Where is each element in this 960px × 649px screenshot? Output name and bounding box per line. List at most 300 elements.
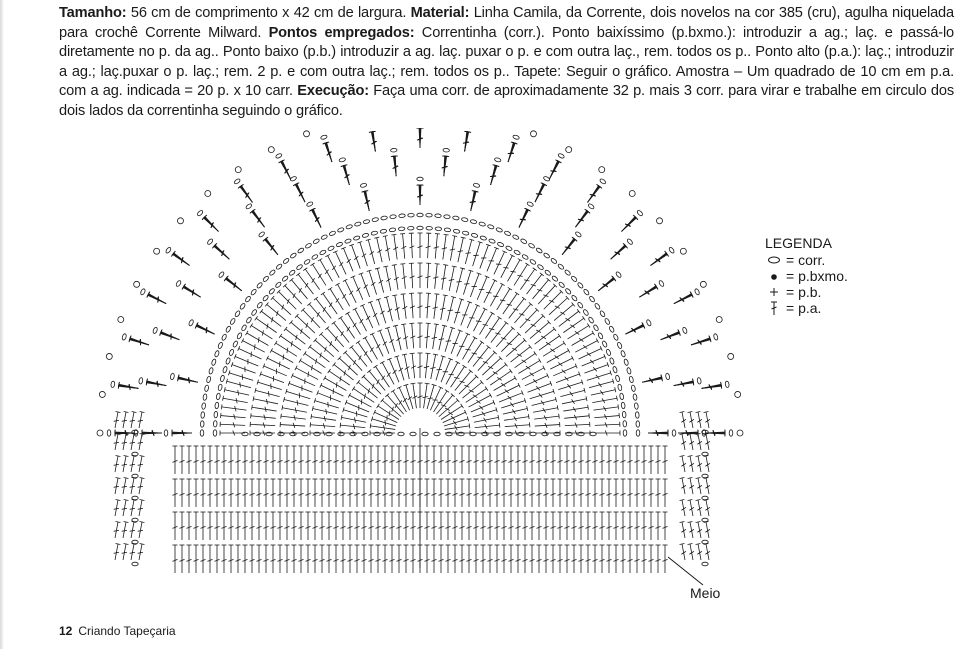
picot bbox=[700, 281, 706, 287]
tall-stitch bbox=[525, 316, 543, 333]
tall-stitch-bar bbox=[445, 408, 450, 410]
tall-stitch-bar bbox=[558, 362, 562, 366]
tall-stitch-bar bbox=[479, 406, 483, 410]
chain-oval bbox=[339, 157, 346, 162]
tall-stitch-bar bbox=[510, 271, 515, 272]
picot bbox=[134, 281, 140, 287]
tall-stitch-bar bbox=[189, 377, 190, 382]
chain-oval bbox=[557, 263, 564, 270]
tall-stitch bbox=[115, 412, 118, 428]
tall-stitch-bar bbox=[138, 508, 143, 509]
tall-stitch-top bbox=[402, 354, 407, 355]
tall-stitch bbox=[286, 391, 310, 398]
tall-stitch-top bbox=[356, 341, 360, 344]
tall-stitch bbox=[458, 238, 463, 262]
chain-oval bbox=[218, 384, 223, 391]
tall-stitch bbox=[363, 305, 373, 328]
picot bbox=[657, 218, 663, 224]
tall-stitch-top bbox=[696, 544, 701, 545]
tall-stitch-bar bbox=[114, 508, 119, 509]
tall-stitch bbox=[455, 371, 471, 390]
chain-oval bbox=[725, 381, 730, 388]
tall-stitch bbox=[594, 416, 619, 418]
chain-oval bbox=[697, 377, 702, 384]
tall-stitch-bar bbox=[466, 253, 471, 254]
tall-stitch bbox=[345, 352, 362, 370]
tall-stitch bbox=[674, 295, 692, 303]
tall-stitch-top bbox=[680, 522, 685, 523]
tall-stitch-top bbox=[140, 522, 145, 523]
chain-oval bbox=[621, 402, 625, 409]
tall-stitch bbox=[334, 364, 354, 380]
chain-oval bbox=[290, 252, 297, 259]
tall-stitch bbox=[445, 426, 470, 430]
chain-oval bbox=[353, 235, 360, 240]
tall-stitch bbox=[413, 384, 417, 409]
tall-stitch-bar bbox=[308, 372, 309, 377]
tall-stitch-bar bbox=[349, 291, 353, 295]
tall-stitch bbox=[451, 331, 460, 354]
picot bbox=[106, 353, 112, 359]
tall-stitch-bar bbox=[543, 295, 548, 297]
chain-oval bbox=[275, 281, 282, 288]
tall-stitch bbox=[611, 246, 626, 259]
tall-stitch-top bbox=[444, 234, 449, 235]
tall-stitch-top bbox=[592, 331, 595, 335]
chain-oval bbox=[521, 254, 528, 260]
chain-oval bbox=[208, 367, 213, 374]
tamanho-text: 56 cm de comprimento x 42 cm de largura. bbox=[126, 5, 411, 21]
chain-oval bbox=[488, 238, 495, 244]
tall-stitch bbox=[280, 425, 305, 427]
chain-oval bbox=[337, 227, 344, 233]
chain-oval bbox=[132, 562, 138, 566]
chain-oval bbox=[537, 264, 544, 271]
tall-stitch bbox=[123, 456, 126, 472]
tall-stitch-bar bbox=[508, 396, 512, 400]
chain-oval bbox=[215, 402, 219, 409]
chain-oval bbox=[297, 247, 304, 254]
tall-stitch-bar bbox=[428, 398, 433, 399]
tall-stitch-bar bbox=[505, 389, 509, 393]
tall-stitch bbox=[321, 334, 339, 352]
picot bbox=[599, 167, 605, 173]
chain-oval bbox=[702, 452, 708, 456]
tall-stitch-top bbox=[586, 396, 587, 401]
tall-stitch-top bbox=[373, 365, 377, 368]
tall-stitch bbox=[225, 390, 249, 395]
tall-stitch bbox=[535, 185, 545, 202]
cross-icon bbox=[765, 286, 783, 298]
tall-stitch bbox=[622, 218, 637, 231]
tall-stitch bbox=[370, 302, 379, 325]
chain-oval bbox=[380, 229, 387, 234]
tall-stitch bbox=[343, 248, 353, 271]
tall-stitch bbox=[130, 338, 149, 345]
tall-stitch-bar bbox=[335, 336, 337, 341]
tall-stitch bbox=[253, 399, 277, 404]
tall-stitch-top bbox=[332, 321, 336, 324]
tall-stitch-top bbox=[124, 412, 129, 413]
tall-stitch bbox=[115, 522, 118, 538]
chain-oval bbox=[371, 231, 378, 236]
tall-stitch-top bbox=[504, 321, 508, 324]
chain-oval bbox=[617, 342, 623, 349]
chain-oval bbox=[504, 230, 511, 236]
chain-oval bbox=[275, 153, 282, 159]
chain-oval bbox=[646, 319, 652, 326]
tall-stitch bbox=[466, 389, 487, 403]
tall-stitch-top bbox=[401, 324, 406, 325]
tall-stitch bbox=[123, 522, 126, 538]
tall-stitch bbox=[530, 391, 554, 398]
tall-stitch bbox=[310, 425, 335, 427]
tall-stitch bbox=[534, 416, 559, 419]
tall-stitch bbox=[139, 478, 142, 494]
tall-stitch-bar bbox=[130, 442, 135, 443]
chain-oval bbox=[417, 177, 423, 181]
tall-stitch-top bbox=[615, 387, 616, 392]
tall-stitch bbox=[352, 245, 361, 268]
tall-stitch-bar bbox=[236, 398, 237, 403]
chain-oval bbox=[444, 214, 451, 218]
tall-stitch bbox=[434, 294, 437, 319]
tall-stitch-top bbox=[251, 413, 252, 418]
tall-stitch bbox=[598, 279, 614, 291]
chain-oval bbox=[408, 226, 415, 230]
tall-stitch bbox=[242, 186, 253, 203]
chain-oval bbox=[232, 340, 238, 347]
tall-stitch bbox=[221, 416, 246, 418]
tall-stitch bbox=[448, 297, 454, 321]
picot bbox=[304, 131, 310, 137]
chain-oval bbox=[613, 334, 619, 341]
chain-oval bbox=[593, 324, 599, 331]
chain-oval bbox=[702, 496, 708, 500]
tall-stitch bbox=[123, 412, 126, 428]
chain-oval bbox=[702, 518, 708, 522]
chain-oval bbox=[289, 269, 296, 276]
tall-stitch-bar bbox=[130, 464, 135, 465]
chain-oval bbox=[363, 219, 370, 224]
tall-stitch-top bbox=[696, 522, 701, 523]
picot bbox=[728, 353, 734, 359]
chain-oval bbox=[462, 231, 469, 236]
chain-oval bbox=[615, 271, 622, 278]
tall-stitch bbox=[468, 342, 482, 363]
tall-stitch-top bbox=[589, 413, 590, 418]
tall-stitch-top bbox=[425, 383, 430, 384]
chain-oval bbox=[225, 326, 231, 333]
tall-stitch-top bbox=[282, 405, 283, 410]
tall-stitch-bar bbox=[470, 202, 475, 203]
tall-stitch bbox=[255, 390, 279, 396]
chain-oval bbox=[631, 385, 636, 392]
chain-oval bbox=[398, 432, 404, 436]
tall-stitch-top bbox=[509, 369, 512, 373]
tall-stitch-bar bbox=[549, 300, 554, 302]
tall-stitch bbox=[463, 382, 482, 398]
tall-stitch bbox=[428, 233, 429, 258]
tall-stitch-bar bbox=[138, 464, 143, 465]
chain-oval bbox=[599, 178, 606, 185]
tall-stitch-bar bbox=[372, 384, 374, 389]
chain-oval bbox=[512, 234, 519, 240]
tall-stitch-top bbox=[462, 365, 466, 368]
legend-item-corr bbox=[765, 252, 848, 268]
chain-oval bbox=[623, 421, 627, 428]
tall-stitch bbox=[123, 434, 126, 450]
tall-stitch bbox=[442, 265, 446, 290]
tall-stitch bbox=[544, 292, 562, 310]
tall-stitch-bar bbox=[403, 398, 407, 402]
tall-stitch-top bbox=[116, 522, 121, 523]
tall-stitch-bar bbox=[464, 385, 469, 387]
tall-stitch bbox=[261, 374, 284, 383]
tall-stitch bbox=[115, 500, 118, 516]
tall-stitch bbox=[487, 248, 497, 271]
tall-stitch-bar bbox=[339, 262, 343, 266]
tall-stitch-top bbox=[680, 412, 685, 413]
magazine-name: Criando Tapeçaria bbox=[78, 624, 176, 638]
chain-oval bbox=[306, 201, 313, 207]
tall-stitch bbox=[425, 353, 427, 378]
tall-stitch-top bbox=[559, 414, 560, 419]
tall-stitch-bar bbox=[501, 338, 506, 340]
picot bbox=[268, 147, 274, 153]
picot bbox=[177, 218, 183, 224]
tall-stitch bbox=[445, 328, 452, 352]
tall-stitch bbox=[459, 376, 477, 394]
tall-stitch bbox=[473, 347, 489, 367]
tall-stitch bbox=[139, 456, 142, 472]
tall-stitch bbox=[501, 401, 525, 408]
chain-oval bbox=[175, 280, 181, 287]
tall-stitch-bar bbox=[347, 259, 351, 263]
picot bbox=[716, 317, 722, 323]
chain-oval bbox=[497, 242, 504, 248]
picot bbox=[735, 391, 741, 397]
tall-stitch-bar bbox=[138, 486, 143, 487]
chain-oval bbox=[487, 224, 494, 229]
tall-stitch-bar bbox=[354, 256, 358, 260]
tall-stitch-bar bbox=[282, 305, 284, 310]
tall-stitch-top bbox=[442, 325, 447, 326]
tall-stitch bbox=[222, 407, 247, 410]
tall-stitch-bar bbox=[437, 402, 442, 403]
tall-stitch-bar bbox=[448, 310, 453, 311]
tall-stitch bbox=[232, 365, 255, 374]
tall-stitch-top bbox=[662, 376, 663, 381]
chain-oval bbox=[201, 403, 205, 410]
chain-oval bbox=[408, 213, 415, 217]
tall-stitch bbox=[205, 217, 218, 232]
tall-stitch bbox=[161, 332, 179, 340]
tall-stitch bbox=[253, 211, 264, 228]
tall-stitch bbox=[411, 263, 412, 288]
tall-stitch-bar bbox=[590, 360, 594, 364]
tall-stitch-top bbox=[525, 263, 529, 266]
tall-stitch-bar bbox=[114, 486, 119, 487]
chain-oval bbox=[571, 295, 578, 302]
chain-oval bbox=[702, 474, 708, 478]
chain-oval bbox=[461, 217, 468, 222]
tall-stitch-top bbox=[303, 351, 306, 355]
tall-stitch-top bbox=[696, 456, 701, 457]
tall-stitch bbox=[320, 260, 333, 282]
crochet-chart bbox=[95, 128, 745, 598]
tall-stitch bbox=[239, 348, 262, 359]
tall-stitch bbox=[282, 408, 307, 413]
chain-oval bbox=[636, 430, 640, 436]
chain-oval bbox=[213, 421, 217, 428]
tall-stitch-top bbox=[401, 294, 406, 295]
tall-stitch-top bbox=[498, 415, 499, 420]
tall-stitch bbox=[328, 256, 340, 278]
tall-stitch-bar bbox=[530, 373, 534, 376]
tall-stitch bbox=[564, 416, 589, 419]
tall-stitch-top bbox=[582, 316, 585, 320]
tall-stitch-bar bbox=[122, 508, 127, 509]
tall-stitch-bar bbox=[114, 420, 119, 421]
tall-stitch-top bbox=[490, 312, 494, 315]
chain-oval bbox=[262, 295, 269, 302]
tall-stitch-top bbox=[352, 386, 355, 390]
tall-stitch bbox=[310, 347, 330, 362]
chain-oval bbox=[362, 233, 369, 238]
tall-stitch-bar bbox=[449, 374, 454, 375]
tall-stitch-top bbox=[391, 390, 395, 393]
chain-oval bbox=[390, 148, 397, 152]
chain-oval bbox=[672, 430, 676, 436]
tall-stitch-bar bbox=[122, 420, 127, 421]
chain-oval bbox=[236, 332, 242, 339]
chain-oval bbox=[665, 373, 670, 380]
chain-oval bbox=[229, 349, 235, 356]
tall-stitch-top bbox=[392, 295, 397, 296]
tall-stitch bbox=[506, 340, 525, 357]
tall-stitch-top bbox=[335, 283, 339, 285]
chain-oval bbox=[381, 216, 388, 221]
tall-stitch-top bbox=[255, 316, 258, 320]
tall-stitch-top bbox=[688, 522, 693, 523]
tall-stitch-bar bbox=[122, 464, 127, 465]
tall-stitch bbox=[235, 356, 258, 366]
tall-stitch bbox=[426, 323, 428, 348]
tall-stitch bbox=[264, 366, 287, 376]
tall-stitch-bar bbox=[472, 353, 477, 354]
tall-stitch-bar bbox=[395, 403, 397, 408]
tall-stitch bbox=[131, 544, 134, 560]
tall-stitch-top bbox=[321, 292, 325, 295]
tall-stitch bbox=[376, 366, 390, 387]
tall-stitch bbox=[131, 478, 134, 494]
tall-stitch bbox=[358, 382, 377, 398]
tall-stitch-top bbox=[116, 478, 121, 479]
chain-oval bbox=[588, 316, 595, 323]
chain-oval bbox=[434, 432, 440, 436]
chain-oval bbox=[329, 230, 336, 236]
chain-oval bbox=[344, 238, 351, 244]
tall-stitch bbox=[587, 373, 611, 381]
tall-stitch bbox=[311, 417, 336, 421]
picot bbox=[97, 430, 103, 436]
tall-stitch-bar bbox=[332, 266, 336, 270]
tall-stitch-top bbox=[461, 404, 464, 408]
tall-stitch bbox=[363, 376, 381, 394]
tall-stitch-bar bbox=[450, 249, 455, 250]
tall-stitch-bar bbox=[507, 343, 512, 345]
tall-stitch bbox=[251, 416, 276, 419]
chain-oval bbox=[571, 275, 578, 282]
tall-stitch-bar bbox=[312, 365, 313, 370]
chain-oval bbox=[217, 342, 223, 349]
chain-oval bbox=[453, 229, 460, 234]
tall-stitch-bar bbox=[364, 285, 368, 289]
tall-stitch bbox=[139, 412, 142, 428]
tall-stitch-top bbox=[563, 341, 566, 345]
chain-oval bbox=[311, 254, 318, 260]
tall-stitch-bar bbox=[353, 360, 355, 365]
tall-stitch bbox=[371, 426, 396, 430]
tall-stitch bbox=[651, 255, 668, 266]
tall-stitch-top bbox=[680, 544, 685, 545]
tall-stitch bbox=[575, 341, 597, 353]
legend-title: LEGENDA bbox=[765, 235, 832, 251]
tall-stitch-bar bbox=[392, 407, 394, 412]
tall-stitch-bar bbox=[593, 367, 597, 371]
chain-oval bbox=[211, 359, 216, 366]
chain-oval bbox=[622, 411, 626, 418]
tall-stitch-bar bbox=[129, 384, 130, 389]
tall-stitch-bar bbox=[130, 552, 135, 553]
chain-oval bbox=[122, 333, 127, 340]
tall-stitch-top bbox=[696, 412, 701, 413]
tall-stitch-bar bbox=[500, 300, 505, 301]
tall-stitch bbox=[369, 271, 376, 295]
tall-stitch-bar bbox=[361, 399, 362, 404]
tall-stitch-bar bbox=[295, 408, 296, 413]
tall-stitch-bar bbox=[356, 288, 360, 292]
legend bbox=[765, 235, 848, 316]
tall-stitch bbox=[427, 263, 428, 288]
chain-oval bbox=[702, 540, 708, 544]
tall-stitch-top bbox=[279, 334, 282, 338]
tall-stitch-top bbox=[528, 414, 529, 419]
tall-stitch bbox=[575, 212, 588, 227]
tall-stitch-bar bbox=[464, 142, 469, 143]
tall-stitch-top bbox=[363, 336, 367, 339]
chain-oval bbox=[583, 309, 590, 316]
tall-stitch bbox=[404, 324, 408, 349]
tall-stitch-top bbox=[270, 348, 272, 352]
chain-oval bbox=[197, 210, 204, 217]
tall-stitch bbox=[625, 326, 643, 334]
tall-stitch-top bbox=[500, 283, 504, 285]
chain-oval bbox=[245, 203, 252, 210]
tall-stitch bbox=[582, 356, 605, 366]
chain-oval bbox=[615, 375, 620, 382]
tall-stitch-bar bbox=[138, 420, 143, 421]
tall-stitch-top bbox=[443, 265, 448, 266]
chain-oval bbox=[216, 393, 221, 400]
tall-stitch-bar bbox=[130, 486, 135, 487]
tall-stitch bbox=[436, 356, 443, 380]
tall-stitch-top bbox=[480, 341, 484, 344]
pontos-label: Pontos empregados: bbox=[268, 24, 415, 41]
tall-stitch-top bbox=[116, 544, 121, 545]
chart-strokes bbox=[97, 128, 743, 573]
